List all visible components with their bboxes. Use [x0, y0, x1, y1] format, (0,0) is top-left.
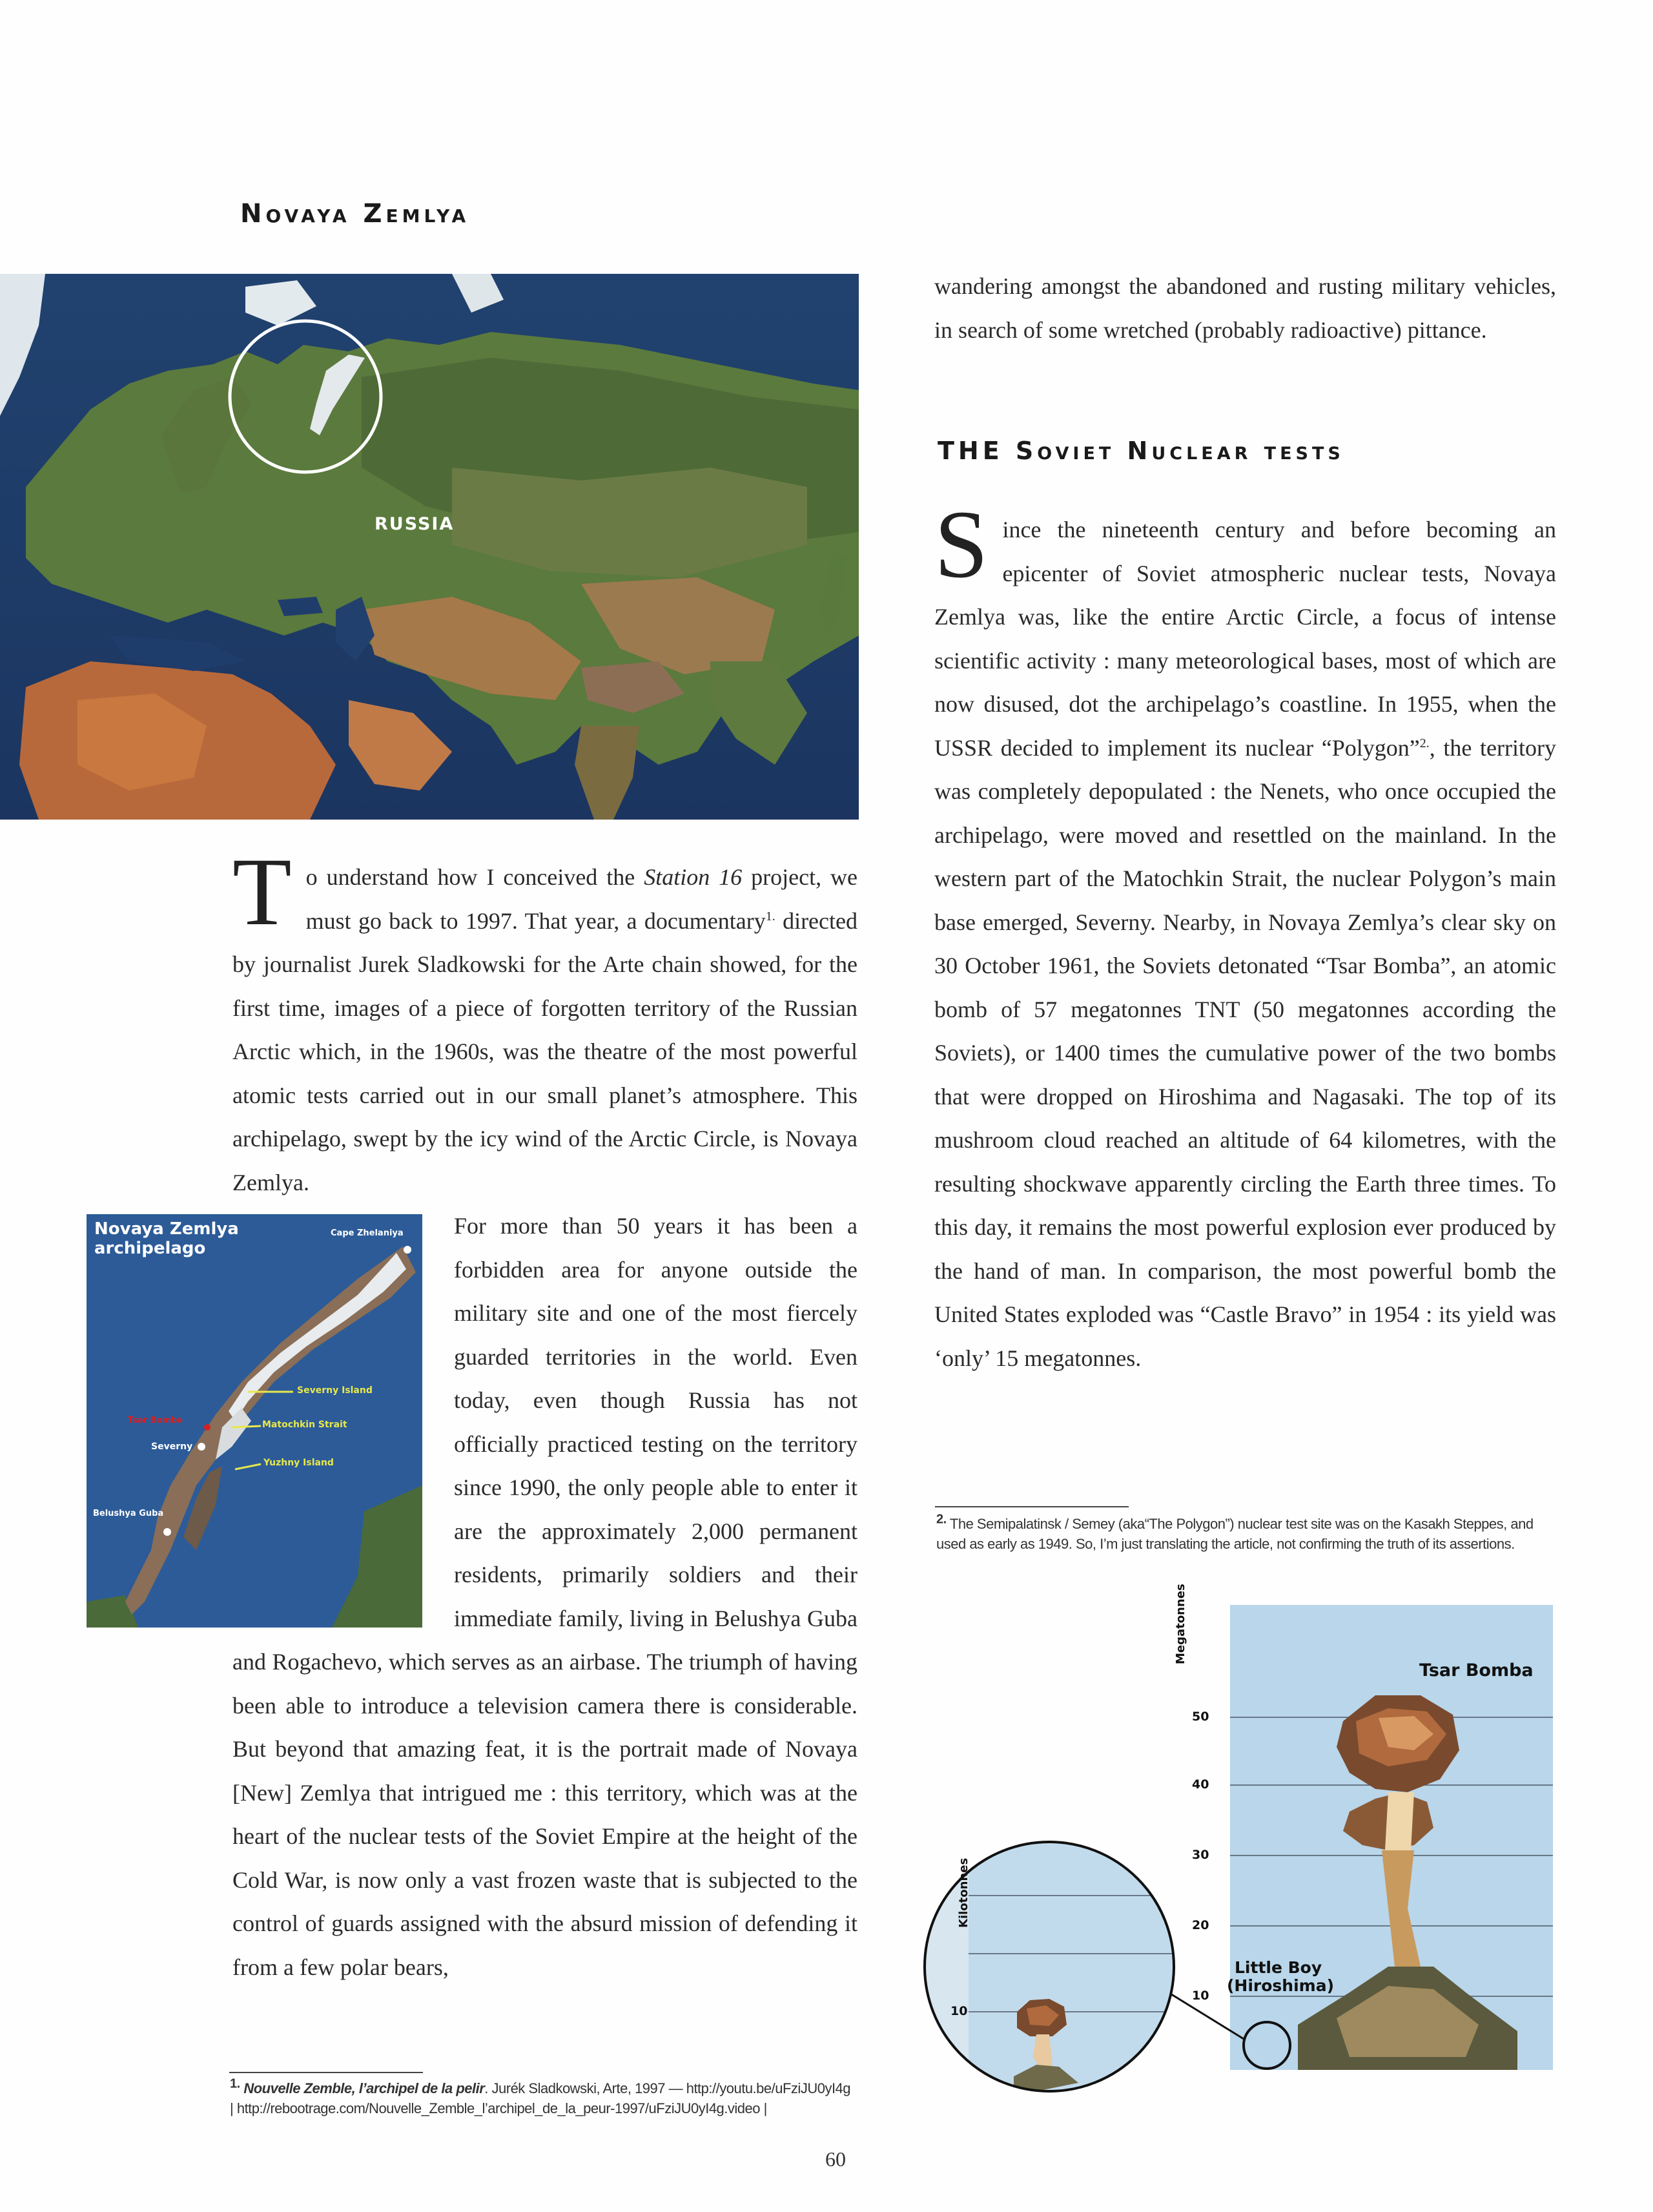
megatonne-tick-50: 50	[1192, 1710, 1209, 1724]
dropcap-s: S	[934, 491, 989, 598]
footnote-2-number: 2.	[936, 1512, 947, 1527]
soviet-tests-text-a: ince the nineteenth century and before becoming an epicenter of Soviet atmospheric nuclear tests, Novaya Zemlya was, like the entire Arctic Circle, a focus of intense scientific activity : many meteorological bases, most of which are now disused, dot the archipelago’s coastline. In 1955, when the USSR decided to implement its nuclear “Polygon”	[934, 517, 1556, 761]
intro-text-2: directed by journalist Jurek Sladkowski for the Arte chain showed, for the first time, images of a piece of forgotten territory of the Russian Arctic which, in the 1960s, was the theatre of the most powerful atomic tests carried out in our small planet’s atmosphere. This archipelago, swept by the icy wind of the Arctic Circle, is Novaya Zemlya.	[232, 907, 857, 1195]
megatonnes-axis-label: Megatonnes	[1174, 1584, 1187, 1664]
label-severny-island: Severny Island	[297, 1385, 373, 1396]
kilotonne-tick-10: 10	[950, 2004, 968, 2018]
footnote-1-number: 1.	[230, 2076, 240, 2091]
world-map-graphic	[0, 274, 859, 820]
archipelago-title-line1: Novaya Zemlya	[94, 1219, 239, 1239]
archipelago-title-line2: archipelago	[94, 1239, 206, 1258]
footnote-ref-2: 2.	[1419, 736, 1430, 750]
footnote-1-text: . Jurék Sladkowski, Arte, 1997 — http://youtu.be/uFziJU0yI4g	[484, 2080, 851, 2096]
label-matochkin-strait: Matochkin Strait	[262, 1420, 347, 1430]
footnote-2-text: The Semipalatinsk / Semey (aka“The Polygon”) nuclear test site was on the Kasakh Steppes, and used as early as 1949. So, I’m just translating the article, not confirming the truth of its assertions.	[936, 1516, 1534, 1552]
continuation-paragraph	[934, 265, 1556, 352]
intro-text-1: project, we must go back to 1997. That year, a documentary	[305, 864, 858, 934]
continuation-text: wandering amongst the abandoned and rusting military vehicles, in search of some wretched (probably radioactive) pittance.	[934, 273, 1556, 343]
footnote-1-title: Nouvelle Zemble, l’archipel de la pelir	[243, 2080, 485, 2096]
archipelago-title	[94, 1219, 239, 1258]
dropcap-t: T	[232, 838, 292, 946]
intro-text-lead: o understand how I conceived the	[305, 864, 644, 890]
footnote-ref-1: 1.	[765, 909, 775, 924]
map-wrap-spacer	[232, 1204, 454, 1628]
footnote-1	[230, 2078, 901, 2118]
forbidden-area-text: For more than 50 years it has been a forbidden area for anyone outside the military site and one of the most fiercely guarded territories in the world. Even today, even though Russia has not officially practiced testing on the territory since 1990, the only people able to enter it are the approximately 2,000 permanent residents, primarily soldiers and their immediate family, living in Belushya Guba and Rogachevo, which serves as an airbase. The triumph of having been able to introduce a television camera there is considerable. But beyond that amazing feat, it is the portrait made of Novaya [New] Zemlya that intrigued me : this territory, which was at the heart of the nuclear tests of the Soviet Empire at the height of the Cold War, is now only a vast frozen waste that is subjected to the control of guards assigned with the absurd mission of defending it from a few polar bears,	[232, 1213, 857, 1980]
world-satellite-map	[0, 274, 859, 820]
little-boy-label-line1: Little Boy	[1235, 1958, 1322, 1977]
footnote-1-rule	[229, 2072, 423, 2073]
label-cape-zhelaniya: Cape Zhelaniya	[331, 1228, 404, 1238]
little-boy-label-line2: (Hiroshima)	[1227, 1976, 1335, 1995]
forbidden-area-paragraph	[232, 1204, 857, 1989]
soviet-tests-heading: THE Soviet Nuclear tests	[938, 437, 1344, 465]
footnote-2-rule	[935, 1506, 1129, 1507]
kilotonnes-axis-label: Kilotonnes	[957, 1857, 970, 1928]
label-tsar-bomba-site: Tsar Bomba	[128, 1416, 183, 1425]
page-title: Novaya Zemlya	[240, 199, 470, 229]
page-number: 60	[825, 2147, 846, 2171]
label-yuzhny-island: Yuzhny Island	[263, 1458, 334, 1468]
map-label-russia: RUSSIA	[375, 514, 455, 534]
little-boy-label	[1227, 1959, 1334, 1995]
station-16-title: Station 16	[644, 864, 743, 890]
megatonne-tick-20: 20	[1192, 1918, 1209, 1932]
intro-paragraph	[232, 838, 858, 1204]
footnote-1-url: | http://rebootrage.com/Nouvelle_Zemble_l’archipel_de_la_peur-1997/uFziJU0yI4g.video |	[230, 2100, 767, 2116]
label-severny: Severny	[151, 1442, 193, 1452]
megatonne-tick-30: 30	[1192, 1848, 1209, 1862]
footnote-2	[936, 1514, 1556, 1554]
bomb-comparison-chart	[898, 1584, 1556, 2096]
soviet-tests-text-b: , the territory was completely depopulated : the Nenets, who once occupied the archipelago, were moved and resettled on the mainland. In the western part of the Matochkin Strait, the nuclear Polygon’s main base emerged, Severny. Nearby, in Novaya Zemlya’s clear sky on 30 October 1961, the Soviets detonated “Tsar Bomba”, an atomic bomb of 57 megatonnes TNT (50 megatonnes according the Soviets), or 1400 times the cumulative power of the two bombs that were dropped on Hiroshima and Nagasaki. The top of its mushroom cloud reached an altitude of 64 kilometres, with the resulting shockwave apparently circling the Earth three times. To this day, it remains the most powerful explosion ever produced by the hand of man. In comparison, the most powerful bomb the United States exploded was “Castle Bravo” in 1954 : its yield was ‘only’ 15 megatonnes.	[934, 734, 1556, 1371]
soviet-tests-paragraph	[934, 491, 1556, 1380]
megatonne-tick-40: 40	[1192, 1777, 1209, 1792]
label-belushya-guba: Belushya Guba	[93, 1509, 164, 1518]
megatonne-tick-10: 10	[1192, 1989, 1209, 2003]
tsar-bomba-label: Tsar Bomba	[1419, 1660, 1534, 1680]
